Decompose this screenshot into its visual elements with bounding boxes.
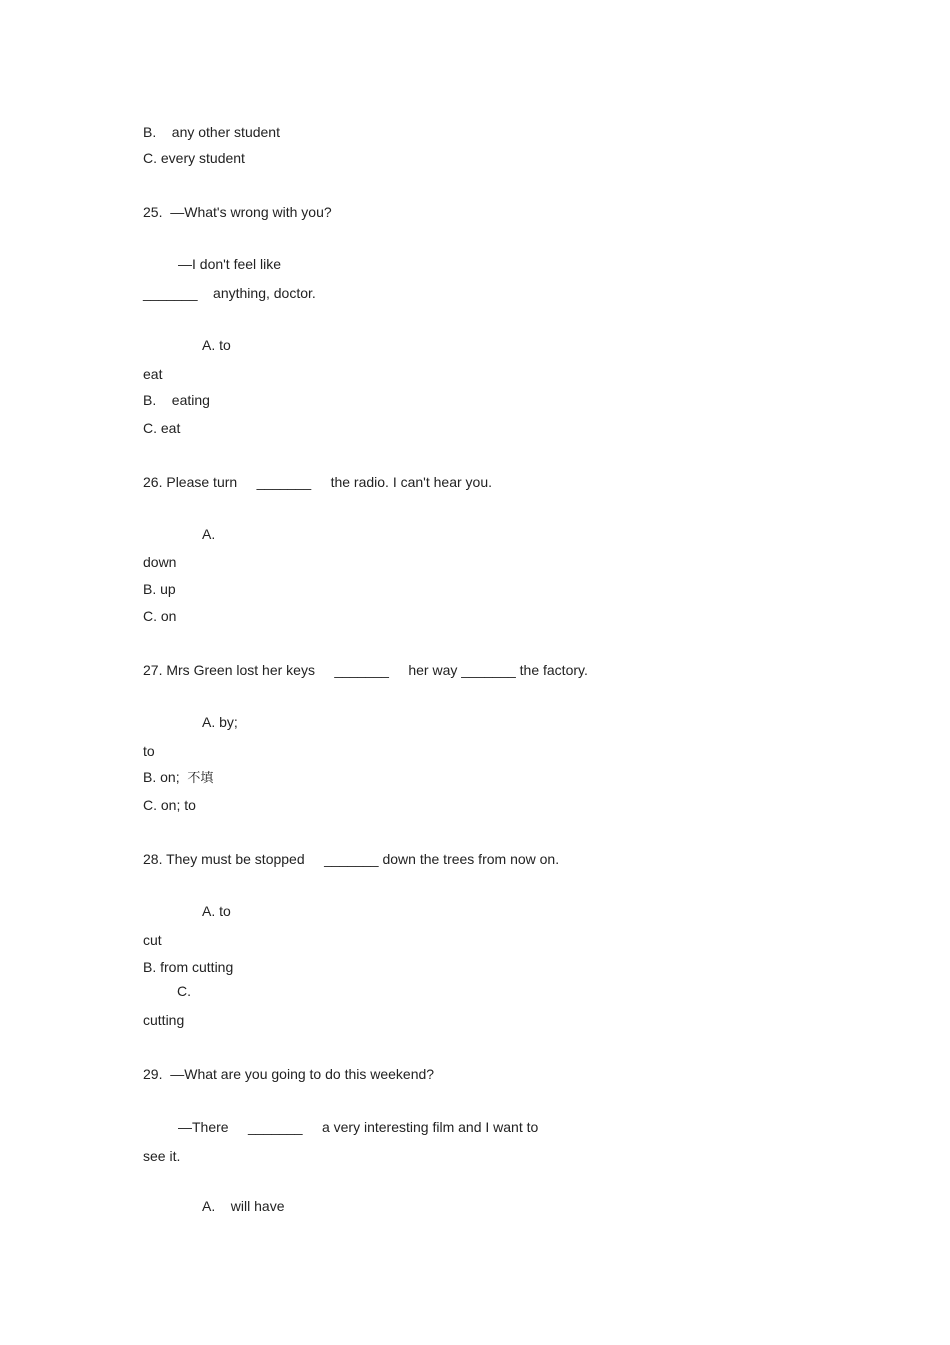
q24-option-b: B. any other student xyxy=(143,124,280,140)
q28-option-c: C. xyxy=(177,983,191,999)
q27-option-b-text: B. on; xyxy=(143,769,180,785)
q24-option-c: C. every student xyxy=(143,150,245,166)
q25-response: —I don't feel like xyxy=(178,256,282,272)
q27-option-a: A. by; xyxy=(202,714,238,730)
q25-response-cont: _______ anything, doctor. xyxy=(143,285,316,301)
q25-prompt: 25. —What's wrong with you? xyxy=(143,204,332,220)
q25-option-c: C. eat xyxy=(143,420,181,436)
q29-response-cont: see it. xyxy=(143,1148,181,1164)
q27-option-b-cjk: 不填 xyxy=(187,771,214,786)
q27-prompt: 27. Mrs Green lost her keys _______ her way _______ the factory. xyxy=(143,662,588,678)
q28-option-c-cont: cutting xyxy=(143,1012,185,1028)
q29-prompt: 29. —What are you going to do this weekend? xyxy=(143,1066,435,1082)
q28-option-a: A. to xyxy=(202,903,231,919)
q29-option-a: A. will have xyxy=(202,1198,285,1214)
q25-option-b: B. eating xyxy=(143,392,210,408)
q28-prompt: 28. They must be stopped _______ down the trees from now on. xyxy=(143,851,560,867)
q26-prompt: 26. Please turn _______ the radio. I can't hear you. xyxy=(143,474,493,490)
q28-option-a-cont: cut xyxy=(143,932,162,948)
q25-option-a-cont: eat xyxy=(143,366,163,382)
q26-option-b: B. up xyxy=(143,581,176,597)
q26-option-a: A. xyxy=(202,526,216,542)
q26-option-a-cont: down xyxy=(143,554,177,570)
q27-option-c: C. on; to xyxy=(143,797,196,813)
q28-option-b: B. from cutting xyxy=(143,959,234,975)
q26-option-c: C. on xyxy=(143,608,177,624)
q29-response: —There _______ a very interesting film and I want to xyxy=(178,1119,539,1135)
q27-option-b xyxy=(143,768,213,788)
q25-option-a: A. to xyxy=(202,337,231,353)
q27-option-a-cont: to xyxy=(143,743,155,759)
